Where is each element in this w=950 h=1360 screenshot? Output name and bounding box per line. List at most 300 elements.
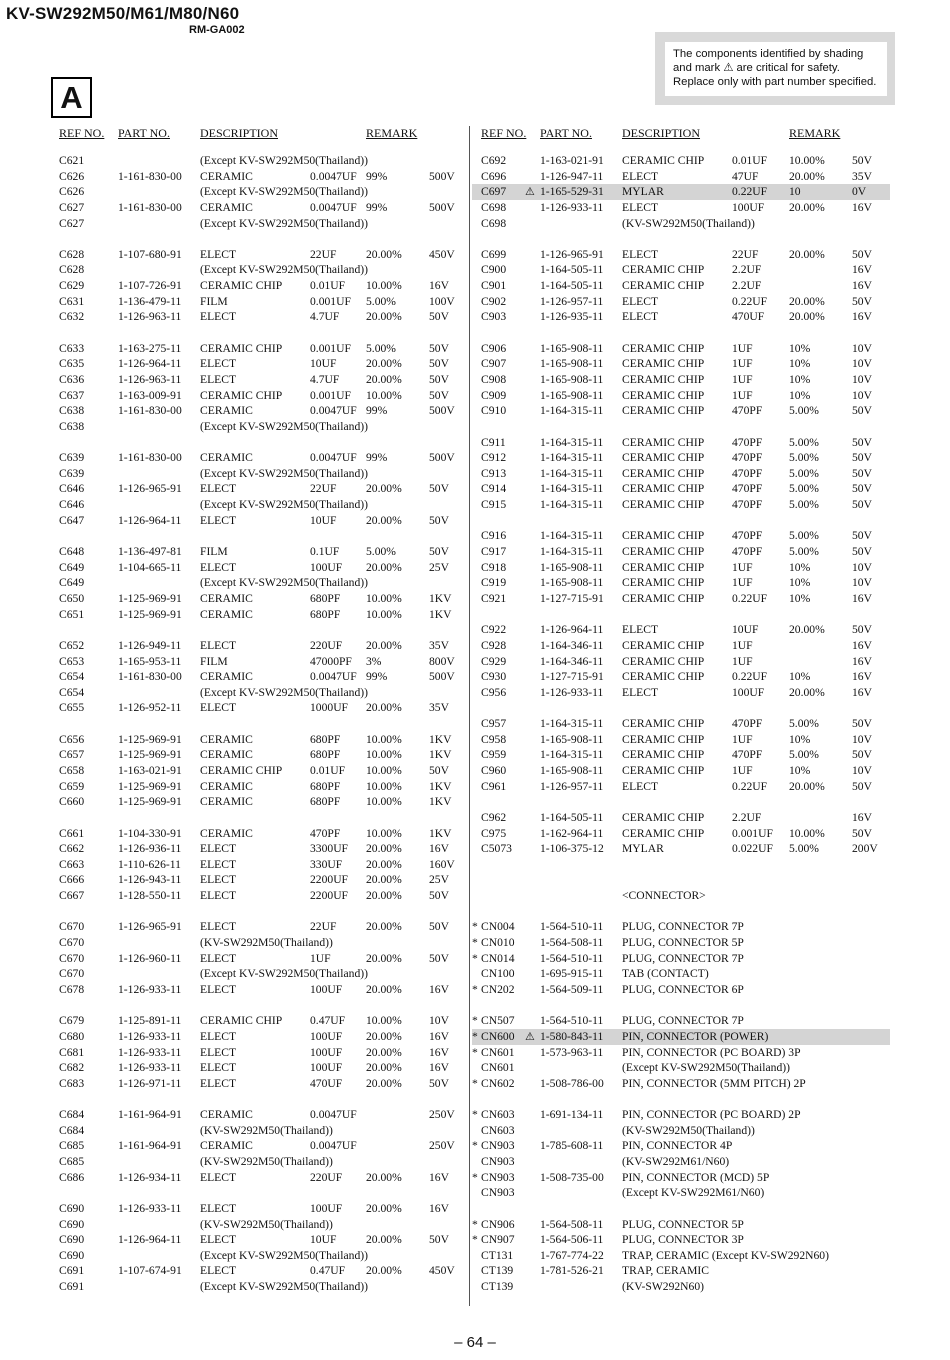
part-val: 1UF [732,341,753,355]
part-desc: PIN, CONNECTOR (POWER) [622,1029,769,1043]
part-val: 470PF [732,404,763,418]
part-desc: (KV-SW292N60) [622,1280,705,1294]
part-desc: CERAMIC CHIP [622,482,705,496]
part-part: 1-125-969-91 [118,748,182,762]
part-volt: 16V [429,1029,449,1043]
part-row [472,1076,890,1092]
part-desc: ELECT [622,169,659,183]
part-desc: PIN, CONNECTOR 4P [622,1139,733,1153]
ref-no-header: REF NO. [59,126,105,140]
part-desc: ELECT [200,638,237,652]
part-ref: C646 [59,482,85,496]
part-ref: C647 [59,513,85,527]
part-val: 0.22UF [732,670,768,684]
part-volt: 50V [429,920,449,934]
part-part: 1-164-315-11 [540,451,604,465]
part-volt: 1KV [429,748,452,762]
part-ref: C670 [59,951,85,965]
part-volt: 50V [429,951,449,965]
part-tol: 20.00% [366,889,402,903]
row-spacer [472,607,890,623]
part-part: 1-161-964-91 [118,1139,182,1153]
part-part: 1-164-315-11 [540,529,604,543]
part-desc: ELECT [200,247,237,261]
part-part: 1-126-965-91 [118,482,182,496]
part-desc: ELECT [200,310,237,324]
part-ref: C633 [59,341,85,355]
part-val: 0.001UF [732,826,773,840]
row-spacer [59,231,459,247]
part-val: 470PF [310,826,341,840]
part-part: 1-163-009-91 [118,388,182,402]
part-desc: ELECT [200,1264,237,1278]
part-desc: CERAMIC [200,451,253,465]
part-row [59,591,459,607]
part-tol: 10.00% [366,779,402,793]
part-desc: CERAMIC CHIP [622,154,705,167]
part-val: 470PF [732,435,763,449]
part-volt: 50V [852,498,872,512]
part-row [472,372,890,388]
part-tol: 20.00% [366,873,402,887]
part-desc: (Except KV-SW292M50(Thailand)) [200,154,368,167]
part-ref: C918 [481,560,507,574]
part-part: 1-125-891-11 [118,1014,182,1028]
row-spacer [472,904,890,920]
part-tol: 5.00% [366,545,396,559]
part-desc: PLUG, CONNECTOR 5P [622,1217,744,1231]
part-volt: 16V [852,263,872,277]
part-tol: 5.00% [789,842,819,856]
row-spacer [472,700,890,716]
part-row [59,732,459,748]
part-volt: 100V [429,294,455,308]
part-ref: C662 [59,842,85,856]
part-tol: 20.00% [789,779,825,793]
row-spacer [59,810,459,826]
part-desc: (Except KV-SW292M50(Thailand)) [200,263,368,277]
part-row [59,481,459,497]
safety-warning-icon: ⚠ [525,185,535,199]
part-row [59,513,459,529]
part-part: 1-126-965-91 [118,920,182,934]
part-part: 1-164-315-11 [540,545,604,559]
part-row [472,278,890,294]
part-ref: C908 [481,372,507,386]
part-row [472,810,890,826]
part-ref: C906 [481,341,507,355]
right-parts-list [472,153,890,1295]
part-desc: ELECT [200,951,237,965]
part-ref: CN601 [481,1061,515,1075]
part-row [59,1232,459,1248]
page-number: – 64 – [454,1334,496,1351]
part-mark: * [472,982,478,996]
section-label: A [51,77,92,118]
part-val: 0.001UF [310,341,351,355]
part-ref: C627 [59,200,85,214]
part-volt: 10V [852,576,872,590]
part-desc: PLUG, CONNECTOR 6P [622,982,744,996]
part-tol: 20.00% [789,169,825,183]
part-val: 10UF [310,1233,337,1247]
part-row [59,919,459,935]
part-part: 1-126-964-11 [118,357,182,371]
part-ref: C683 [59,1076,85,1090]
part-tol: 20.00% [789,310,825,324]
part-val: 220UF [310,1170,343,1184]
part-ref: C903 [481,310,507,324]
part-mark: * [472,1217,478,1231]
part-part: 1-165-908-11 [540,372,604,386]
part-val: 0.0047UF [310,1108,357,1122]
part-row [59,356,459,372]
part-desc: (KV-SW292M50(Thailand)) [200,1123,333,1137]
part-ref: CN202 [481,982,515,996]
part-desc: (Except KV-SW292M50(Thailand)) [622,1061,790,1075]
row-spacer [472,1091,890,1107]
part-tol: 10% [789,670,811,684]
part-desc: ELECT [200,920,237,934]
part-volt: 50V [852,529,872,543]
part-volt: 50V [852,466,872,480]
part-tol: 10.00% [366,795,402,809]
part-desc: (KV-SW292M61/N60) [622,1155,730,1168]
part-part: 1-164-315-11 [540,435,604,449]
part-desc: CERAMIC CHIP [622,466,705,480]
part-desc: (Except KV-SW292M50(Thailand)) [200,1248,368,1262]
part-val: 680PF [310,779,341,793]
part-val: 680PF [310,795,341,809]
part-volt: 50V [429,341,449,355]
part-desc: CERAMIC CHIP [622,826,705,840]
part-ref: C698 [481,200,507,214]
part-desc: CERAMIC CHIP [622,404,705,418]
part-part: 1-508-735-00 [540,1170,604,1184]
part-row [472,200,890,216]
part-desc: CERAMIC [200,200,253,214]
part-ref: C916 [481,529,507,543]
part-row [472,169,890,185]
part-val: 0.0047UF [310,169,357,183]
part-row [59,372,459,388]
part-ref: C5073 [481,842,512,856]
part-ref: C679 [59,1014,85,1028]
part-tol: 10% [789,732,811,746]
part-val: 100UF [732,685,765,699]
part-no-header: PART NO. [540,126,592,140]
part-volt: 10V [852,732,872,746]
part-row [59,169,459,185]
part-row [59,309,459,325]
part-desc: (KV-SW292M50(Thailand)) [200,936,333,950]
part-volt: 10V [852,372,872,386]
remote-model: RM-GA002 [189,24,245,36]
part-volt: 16V [429,1045,449,1059]
part-val: 470PF [732,529,763,543]
part-row [472,919,890,935]
part-val: 100UF [310,1029,343,1043]
part-tol: 5.00% [789,435,819,449]
part-desc: CERAMIC CHIP [200,763,283,777]
ref-no-header: REF NO. [481,126,527,140]
part-val: 1UF [732,763,753,777]
part-row [472,951,890,967]
part-tol: 10% [789,576,811,590]
part-ref: C661 [59,826,85,840]
part-ref: C651 [59,607,85,621]
row-spacer [59,528,459,544]
part-row [59,669,459,685]
part-mark: * [472,1076,478,1090]
safety-note-line-3: Replace only with part number specified. [673,76,877,88]
row-spacer [59,325,459,341]
part-val: 0.0047UF [310,200,357,214]
part-row [59,544,459,560]
part-desc: (KV-SW292M50(Thailand)) [200,1217,333,1231]
part-val: 0.0047UF [310,451,357,465]
right-parts-column [472,126,890,1295]
part-desc: ELECT [200,1029,237,1043]
part-val: 2.2UF [732,279,762,293]
part-volt: 16V [429,1061,449,1075]
part-part: 1-165-953-11 [118,654,182,668]
part-row [59,1029,459,1045]
part-row [472,1217,890,1233]
part-row [472,435,890,451]
part-ref: C956 [481,685,507,699]
part-desc: CERAMIC [200,670,253,684]
safety-note-line-1: The components identified by shading [673,48,864,60]
part-row [472,450,890,466]
part-row [59,747,459,763]
part-part: 1-126-933-11 [118,1061,182,1075]
part-row [472,153,890,169]
part-part: 1-161-830-00 [118,451,182,465]
row-spacer [59,716,459,732]
part-ref: C685 [59,1139,85,1153]
part-tol: 20.00% [366,513,402,527]
part-row [59,262,459,278]
part-tol: 10.00% [366,388,402,402]
part-row [472,216,890,232]
part-ref: C627 [59,216,85,230]
part-volt: 16V [852,310,872,324]
part-ref: C690 [59,1217,85,1231]
part-ref: C909 [481,388,507,402]
part-volt: 0V [852,185,867,199]
part-ref: C663 [59,857,85,871]
part-volt: 500V [429,404,455,418]
part-val: 1UF [732,576,753,590]
part-row [472,356,890,372]
part-desc: ELECT [200,873,237,887]
part-volt: 1KV [429,732,452,746]
part-ref: CN014 [481,951,515,965]
part-desc: ELECT [622,779,659,793]
part-tol: 10.00% [366,279,402,293]
part-row [59,560,459,576]
part-tol: 5.00% [789,498,819,512]
part-row [59,1154,459,1170]
part-volt: 1KV [429,591,452,605]
part-part: 1-126-952-11 [118,701,182,715]
part-part: 1-126-949-11 [118,638,182,652]
part-desc: CERAMIC CHIP [622,560,705,574]
part-val: 10UF [310,357,337,371]
part-row [59,700,459,716]
part-row [472,481,890,497]
part-desc: CERAMIC CHIP [200,279,283,293]
part-ref: C648 [59,545,85,559]
part-ref: C652 [59,638,85,652]
part-val: 1UF [732,388,753,402]
part-tol: 20.00% [366,982,402,996]
part-part: 1-126-963-11 [118,310,182,324]
part-row [472,1045,890,1061]
part-desc: CERAMIC [200,1108,253,1122]
part-volt: 50V [852,154,872,167]
part-part: 1-164-315-11 [540,466,604,480]
part-part: 1-164-346-11 [540,654,604,668]
part-desc: CERAMIC CHIP [622,576,705,590]
part-ref: C629 [59,279,85,293]
part-ref: CT139 [481,1264,514,1278]
part-row [59,779,459,795]
part-tol: 20.00% [366,247,402,261]
part-val: 330UF [310,857,343,871]
row-spacer [472,794,890,810]
part-desc: ELECT [200,1170,237,1184]
part-row [59,216,459,232]
part-volt: 35V [429,638,449,652]
part-row [59,951,459,967]
part-ref: C655 [59,701,85,715]
part-row [472,841,890,857]
row-spacer [472,1201,890,1217]
safety-note-text [665,42,887,96]
right-column-header [472,126,890,144]
part-volt: 25V [429,560,449,574]
part-volt: 50V [852,826,872,840]
part-val: 22UF [310,920,337,934]
part-ref: C621 [59,154,85,167]
row-spacer [472,998,890,1014]
part-desc: ELECT [200,842,237,856]
part-val: 470PF [732,482,763,496]
part-val: 470PF [732,466,763,480]
part-volt: 1KV [429,795,452,809]
part-val: 1000UF [310,701,349,715]
part-ref: CN601 [481,1045,515,1059]
part-val: 1UF [732,560,753,574]
part-part: 1-127-715-91 [540,591,604,605]
part-tol: 5.00% [789,466,819,480]
part-desc: CERAMIC CHIP [622,372,705,386]
part-tol: 20.00% [366,310,402,324]
part-part: 1-127-715-91 [540,670,604,684]
row-spacer [59,435,459,451]
part-volt: 50V [852,545,872,559]
part-mark: * [472,1233,478,1247]
part-row [59,1138,459,1154]
part-desc: CERAMIC CHIP [622,451,705,465]
part-ref: C632 [59,310,85,324]
part-tol: 20.00% [366,372,402,386]
part-val: 0.0047UF [310,404,357,418]
part-val: 22UF [310,482,337,496]
part-mark: * [472,951,478,965]
part-desc: CERAMIC CHIP [200,388,283,402]
part-ref: C678 [59,982,85,996]
part-row [472,294,890,310]
part-volt: 16V [429,842,449,856]
part-row [59,247,459,263]
part-row [472,1060,890,1076]
part-row [472,1185,890,1201]
part-ref: C915 [481,498,507,512]
part-ref: C691 [59,1280,85,1294]
part-desc: CERAMIC CHIP [622,388,705,402]
part-part: 1-767-774-22 [540,1248,604,1262]
part-desc: CERAMIC [200,732,253,746]
part-part: 1-104-330-91 [118,826,182,840]
part-volt: 50V [429,513,449,527]
part-tol: 5.00% [789,748,819,762]
part-desc: ELECT [200,482,237,496]
part-volt: 500V [429,670,455,684]
part-ref: CN100 [481,967,515,981]
part-val: 1UF [732,357,753,371]
part-ref: C921 [481,591,507,605]
part-ref: C684 [59,1108,85,1122]
part-row [472,747,890,763]
part-part: 1-125-969-91 [118,779,182,793]
part-tol: 10.00% [366,607,402,621]
part-val: 680PF [310,748,341,762]
part-val: 100UF [310,982,343,996]
part-val: 0.1UF [310,545,340,559]
part-desc: (Except KV-SW292M50(Thailand)) [200,498,368,512]
part-volt: 50V [429,889,449,903]
part-volt: 50V [852,404,872,418]
part-row [472,575,890,591]
part-ref: CN600 [481,1029,515,1043]
part-desc: ELECT [622,294,659,308]
part-val: 100UF [732,200,765,214]
part-part: 1-162-964-11 [540,826,604,840]
part-tol: 20.00% [366,560,402,574]
part-ref: C670 [59,920,85,934]
part-row [472,309,890,325]
part-row [472,497,890,513]
part-part: 1-126-933-11 [118,1201,182,1215]
part-volt: 50V [852,482,872,496]
part-desc: ELECT [622,247,659,261]
part-row [59,794,459,810]
part-ref: C928 [481,638,507,652]
part-part: 1-165-529-31 [540,185,604,199]
part-desc: ELECT [622,200,659,214]
part-desc: CERAMIC CHIP [622,435,705,449]
part-part: 1-564-508-11 [540,936,604,950]
part-desc: CERAMIC [200,591,253,605]
part-desc: CERAMIC CHIP [622,748,705,762]
part-desc: PLUG, CONNECTOR 7P [622,951,744,965]
part-tol: 10% [789,591,811,605]
part-ref: C649 [59,560,85,574]
part-volt: 1KV [429,826,452,840]
